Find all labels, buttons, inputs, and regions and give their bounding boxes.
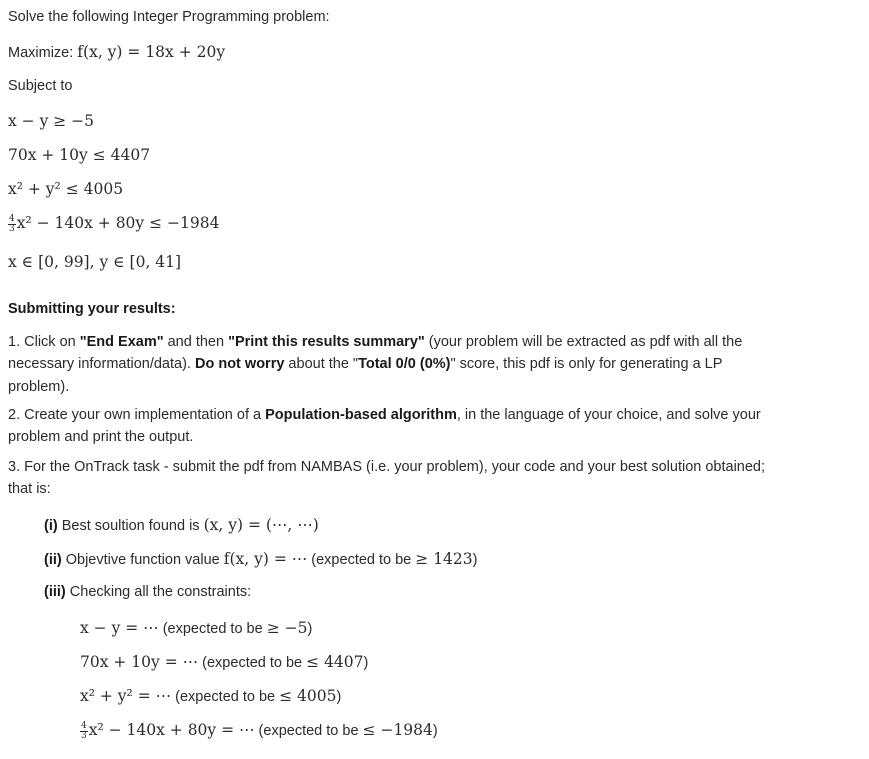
item-iii: (iii) Checking all the constraints: <box>44 584 252 600</box>
fraction-four-thirds: $\frac{4}{3}$ <box>9 213 15 234</box>
variable-bounds: x ∈ [0, 99], y ∈ [0, 41] <box>8 253 182 271</box>
submitting-heading: Submitting your results: <box>8 301 176 317</box>
step-2: 2. Create your own implementation of a Population-based algorithm, in the language of your choice, and solve your problem and print the output. <box>8 407 761 446</box>
step-1: 1. Click on "End Exam" and then "Print this results summary" (your problem will be extracted as pdf with all the necessary information/data). Do not worry about the "Total 0/0 (0%)" score, this pdf is only for generating a LP problem). <box>8 334 743 395</box>
item-i: (i) Best soultion found is (x, y) = (⋯, ⋯) <box>44 516 319 534</box>
fraction-four-thirds: $\frac{4}{3}$ <box>81 720 87 741</box>
subject-to-label: Subject to <box>8 78 73 94</box>
check-4: $\frac{4}{3}$ x² − 140x + 80y = ⋯ (expected to be ≤ −1984) <box>81 720 438 741</box>
objective-label: Maximize: <box>8 45 74 61</box>
constraint-3: x² + y² ≤ 4005 <box>8 180 124 198</box>
constraint-2: 70x + 10y ≤ 4407 <box>8 146 151 164</box>
step-3: 3. For the OnTrack task - submit the pdf from NAMBAS (i.e. your problem), your code and your best solution obtained; that is: <box>8 459 766 498</box>
constraint-4: $\frac{4}{3}$ x² − 140x + 80y ≤ −1984 <box>9 213 220 234</box>
item-ii: (ii) Objevtive function value f(x, y) = ⋯ (expected to be ≥ 1423) <box>44 550 478 568</box>
check-3: x² + y² = ⋯ (expected to be ≤ 4005) <box>80 687 342 705</box>
check-1: x − y = ⋯ (expected to be ≥ −5) <box>80 619 313 637</box>
objective-line <box>8 40 225 64</box>
check-2: 70x + 10y = ⋯ (expected to be ≤ 4407) <box>80 653 369 671</box>
constraint-1: x − y ≥ −5 <box>8 112 95 130</box>
intro-text: Solve the following Integer Programming problem: <box>8 9 330 25</box>
objective-expression: f(x, y) = 18x + 20y <box>77 43 226 61</box>
